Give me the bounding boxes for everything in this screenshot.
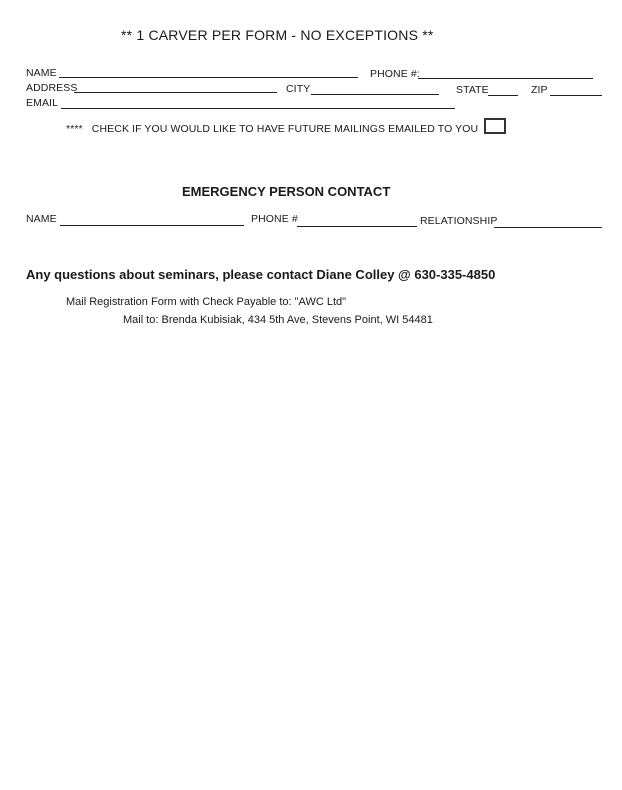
name-field[interactable] [59, 77, 358, 78]
city-label: CITY [286, 83, 311, 95]
email-label: EMAIL [26, 97, 59, 109]
relationship-label: RELATIONSHIP [420, 215, 498, 227]
emergency-phone-field[interactable] [297, 226, 417, 227]
state-field[interactable] [488, 95, 518, 96]
emergency-phone-label: PHONE # [251, 213, 298, 225]
state-label: STATE [456, 84, 489, 96]
zip-field[interactable] [550, 95, 602, 96]
address-field[interactable] [74, 92, 277, 93]
relationship-field[interactable] [494, 227, 602, 228]
mail-to-address: Mail to: Brenda Kubisiak, 434 5th Ave, Stevens Point, WI 54481 [123, 314, 433, 326]
phone-field[interactable] [418, 78, 593, 79]
form-title: ** 1 CARVER PER FORM - NO EXCEPTIONS ** [121, 27, 434, 43]
emergency-name-label: NAME [26, 213, 57, 225]
emergency-section-title: EMERGENCY PERSON CONTACT [182, 184, 391, 199]
email-mailings-checkbox[interactable] [484, 118, 506, 134]
mail-payable-text: Mail Registration Form with Check Payable to: "AWC Ltd" [66, 296, 347, 308]
city-field[interactable] [311, 94, 439, 95]
phone-label: PHONE #: [370, 68, 420, 80]
address-label: ADDRESS [26, 82, 78, 94]
name-label: NAME [26, 67, 57, 79]
emergency-name-field[interactable] [60, 225, 244, 226]
email-field[interactable] [61, 108, 455, 109]
zip-label: ZIP [531, 84, 548, 96]
mailing-checkbox-label: **** CHECK IF YOU WOULD LIKE TO HAVE FUTURE MAILINGS EMAILED TO YOU [66, 123, 479, 135]
seminar-contact-text: Any questions about seminars, please contact Diane Colley @ 630-335-4850 [26, 267, 496, 282]
